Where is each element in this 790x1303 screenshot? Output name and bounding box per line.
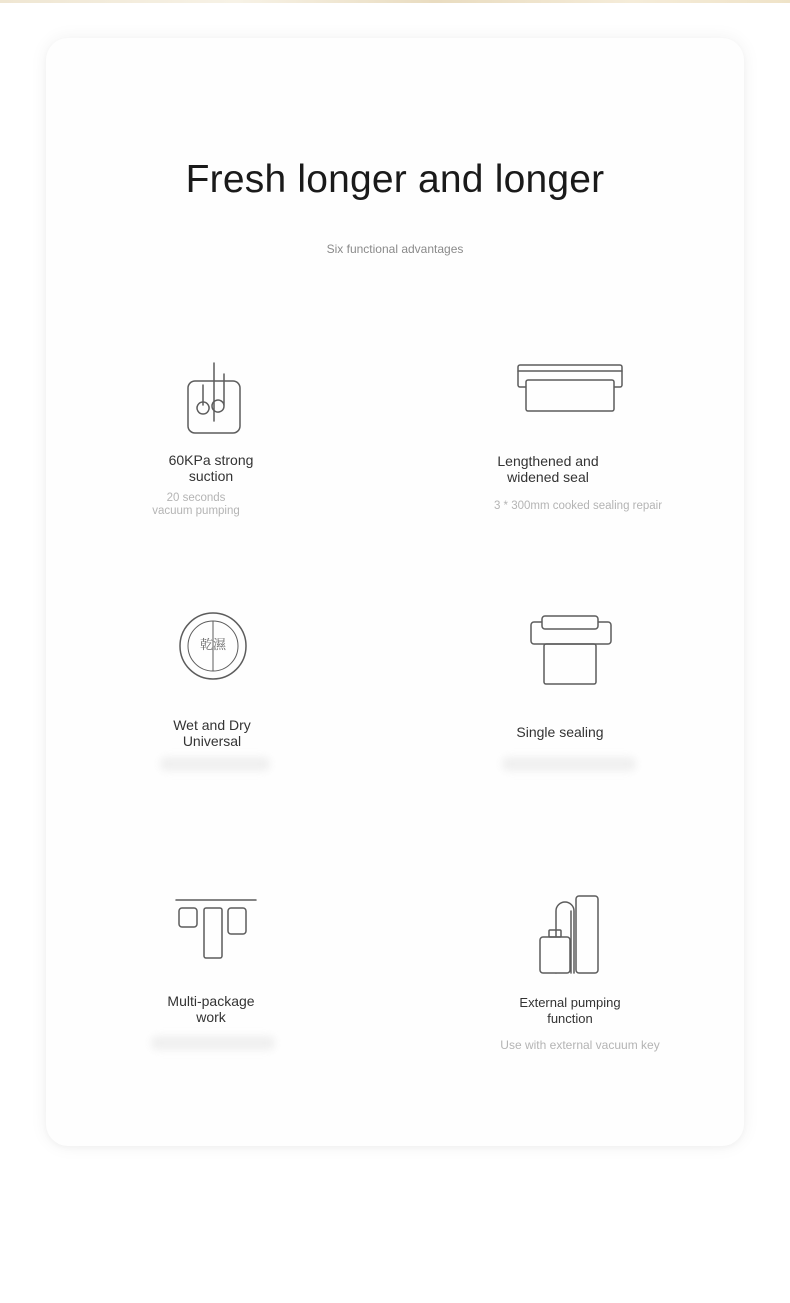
feature-single-sealing xyxy=(430,610,690,810)
feature-desc: 20 seconds vacuum pumping xyxy=(152,492,240,517)
external-pump-icon xyxy=(530,893,610,977)
feature-multi-package xyxy=(81,893,341,1093)
sealer-machine-icon xyxy=(528,614,618,690)
feature-wet-dry xyxy=(83,610,343,810)
feature-title: Multi-package work xyxy=(167,993,255,1025)
feature-desc: 3 * 300mm cooked sealing repair xyxy=(493,500,663,512)
feature-title: Wet and Dry Universal xyxy=(173,717,251,749)
features-card xyxy=(46,38,744,1146)
dial-label-text: 乾濕 xyxy=(199,638,227,653)
blurred-description xyxy=(151,1036,275,1050)
multi-bag-icon xyxy=(171,896,261,966)
feature-desc: Use with external vacuum key xyxy=(500,1038,660,1052)
feature-title: Single sealing xyxy=(516,724,604,740)
feature-seal xyxy=(448,358,708,528)
top-decor-strip xyxy=(0,0,790,3)
page-subtitle: Six functional advantages xyxy=(326,242,464,256)
feature-title: 60KPa strong suction xyxy=(168,452,254,484)
page-title: Fresh longer and longer xyxy=(185,158,605,201)
feature-suction xyxy=(81,358,341,528)
blurred-description xyxy=(502,757,636,771)
feature-external-pumping xyxy=(440,893,700,1093)
blurred-description xyxy=(160,757,270,771)
feature-title: Lengthened and widened seal xyxy=(497,453,599,485)
seal-bar-icon xyxy=(516,360,626,416)
suction-icon xyxy=(181,358,241,438)
feature-title: External pumping function xyxy=(519,995,621,1026)
wet-dry-dial-icon xyxy=(177,610,249,682)
